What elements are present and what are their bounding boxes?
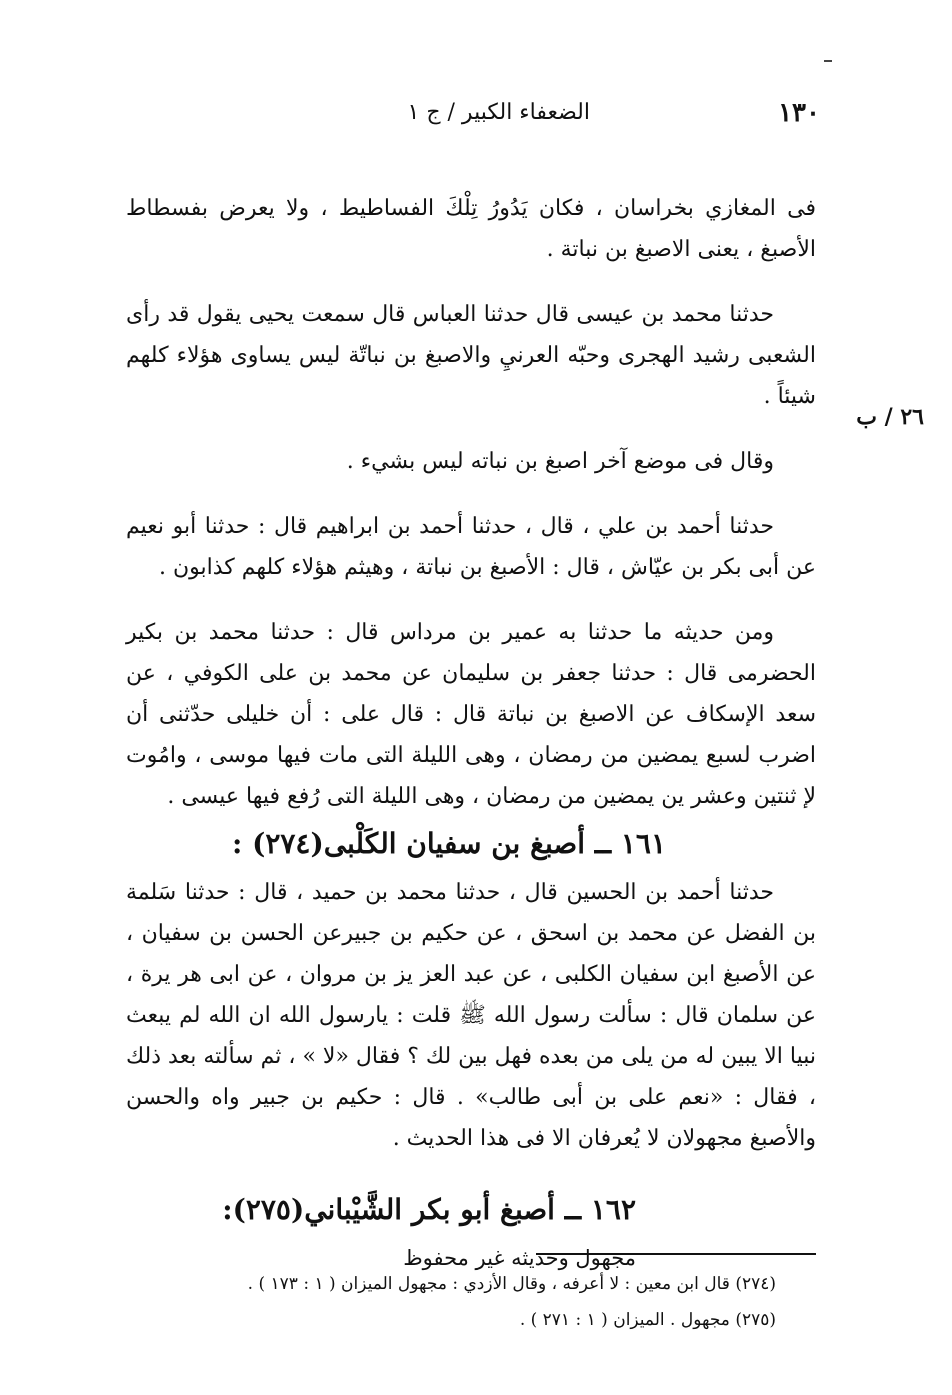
scan-mark xyxy=(824,60,832,62)
paragraph-3: وقال فى موضع آخر اصبغ بن نباته ليس بشيء . xyxy=(346,449,774,474)
paragraph-4: حدثنا أحمد بن علي ، قال ، حدثنا أحمد بن ابراهيم قال : حدثنا أبو نعيم عن أبى بكر بن عيّاش ، قال : الأصبغ بن نباتة ، وهيثم هؤلاء كلهم كذابون . xyxy=(126,514,816,580)
footnote-274: (٢٧٤) قال ابن معين : لا أعرفه ، وقال الأزدي : مجهول الميزان ( ١ : ١٧٣ ) . xyxy=(247,1274,776,1294)
paragraph-5: ومن حديثه ما حدثنا به عمير بن مرداس قال : حدثنا محمد بن بكير الحضرمى قال : حدثنا جعفر بن سليمان عن محمد بن على الكوفي ، عن سعد الإسكاف عن الاصبغ بن نباتة قال : قال على : أن خليلى حدّثنى أن اضرب لسبع يمضين من رمضان ، وهى الليلة التى مات فيها موسى ، وامُوت لإ ثنتين وعشر ين يمضين من رمضان ، وهى الليلة التى رُفع فيها عيسى . xyxy=(126,620,816,809)
running-title: الضعفاء الكبير / ج ١ xyxy=(407,100,590,125)
entry-162-heading: ١٦٢ ــ أصبغ أبو بكر الشَّيْباني(٢٧٥): xyxy=(222,1193,636,1226)
entry-161-text: حدثنا أحمد بن الحسين قال ، حدثنا محمد بن حميد ، قال : حدثنا سَلمة بن الفضل عن محمد بن اسحق ، عن حكيم بن جبيرعن الحسن بن سفيان ، عن الأصبغ ابن سفيان الكلبى ، عن عبد العز يز بن مروان ، عن ابى هر يرة ، عن سلمان قال : سألت رسول الله ﷺ قلت : يارسول الله ان الله لم يبعث نبيا الا يبين له من يلى من بعده فهل بين لك ؟ فقال «لا » ، ثم سألته بعد ذلك ، فقال : «نعم على بن أبى طالب» . قال : حكيم بن جبير واه والحسن والأصبغ مجهولان لا يُعرفان الا فى هذا الحديث . xyxy=(126,880,817,1151)
paragraph-1: فى المغازي بخراسان ، فكان يَدُورُ تِلْكَ الفساطيط ، ولا يعرض بفسطاط الأصبغ ، يعنى الاصبغ بن نباتة . xyxy=(126,196,816,262)
page-number: ١٣٠ xyxy=(778,98,820,128)
footnotes xyxy=(126,1266,816,1338)
footnote-divider xyxy=(536,1253,816,1255)
page-header xyxy=(120,98,820,138)
entry-162-text: مجهول وحديثه غير محفوظ xyxy=(403,1246,636,1270)
paragraph-2: حدثنا محمد بن عيسى قال حدثنا العباس قال سمعت يحيى يقول قد رأى الشعبى رشيد الهجرى وحبّه العرنيِ والاصبغ بن نباتّة ليس يساوى هؤلاء كلهم شيئاً . xyxy=(126,302,817,409)
footnote-275: (٢٧٥) مجهول . الميزان ( ١ : ٢٧١ ) . xyxy=(519,1310,776,1330)
main-text xyxy=(126,188,816,1279)
entry-161-heading: ١٦١ ــ أصبغ بن سفيان الكَلْبى(٢٧٤) : xyxy=(232,827,666,860)
margin-folio-note: ٢٦ / ب xyxy=(856,404,924,430)
